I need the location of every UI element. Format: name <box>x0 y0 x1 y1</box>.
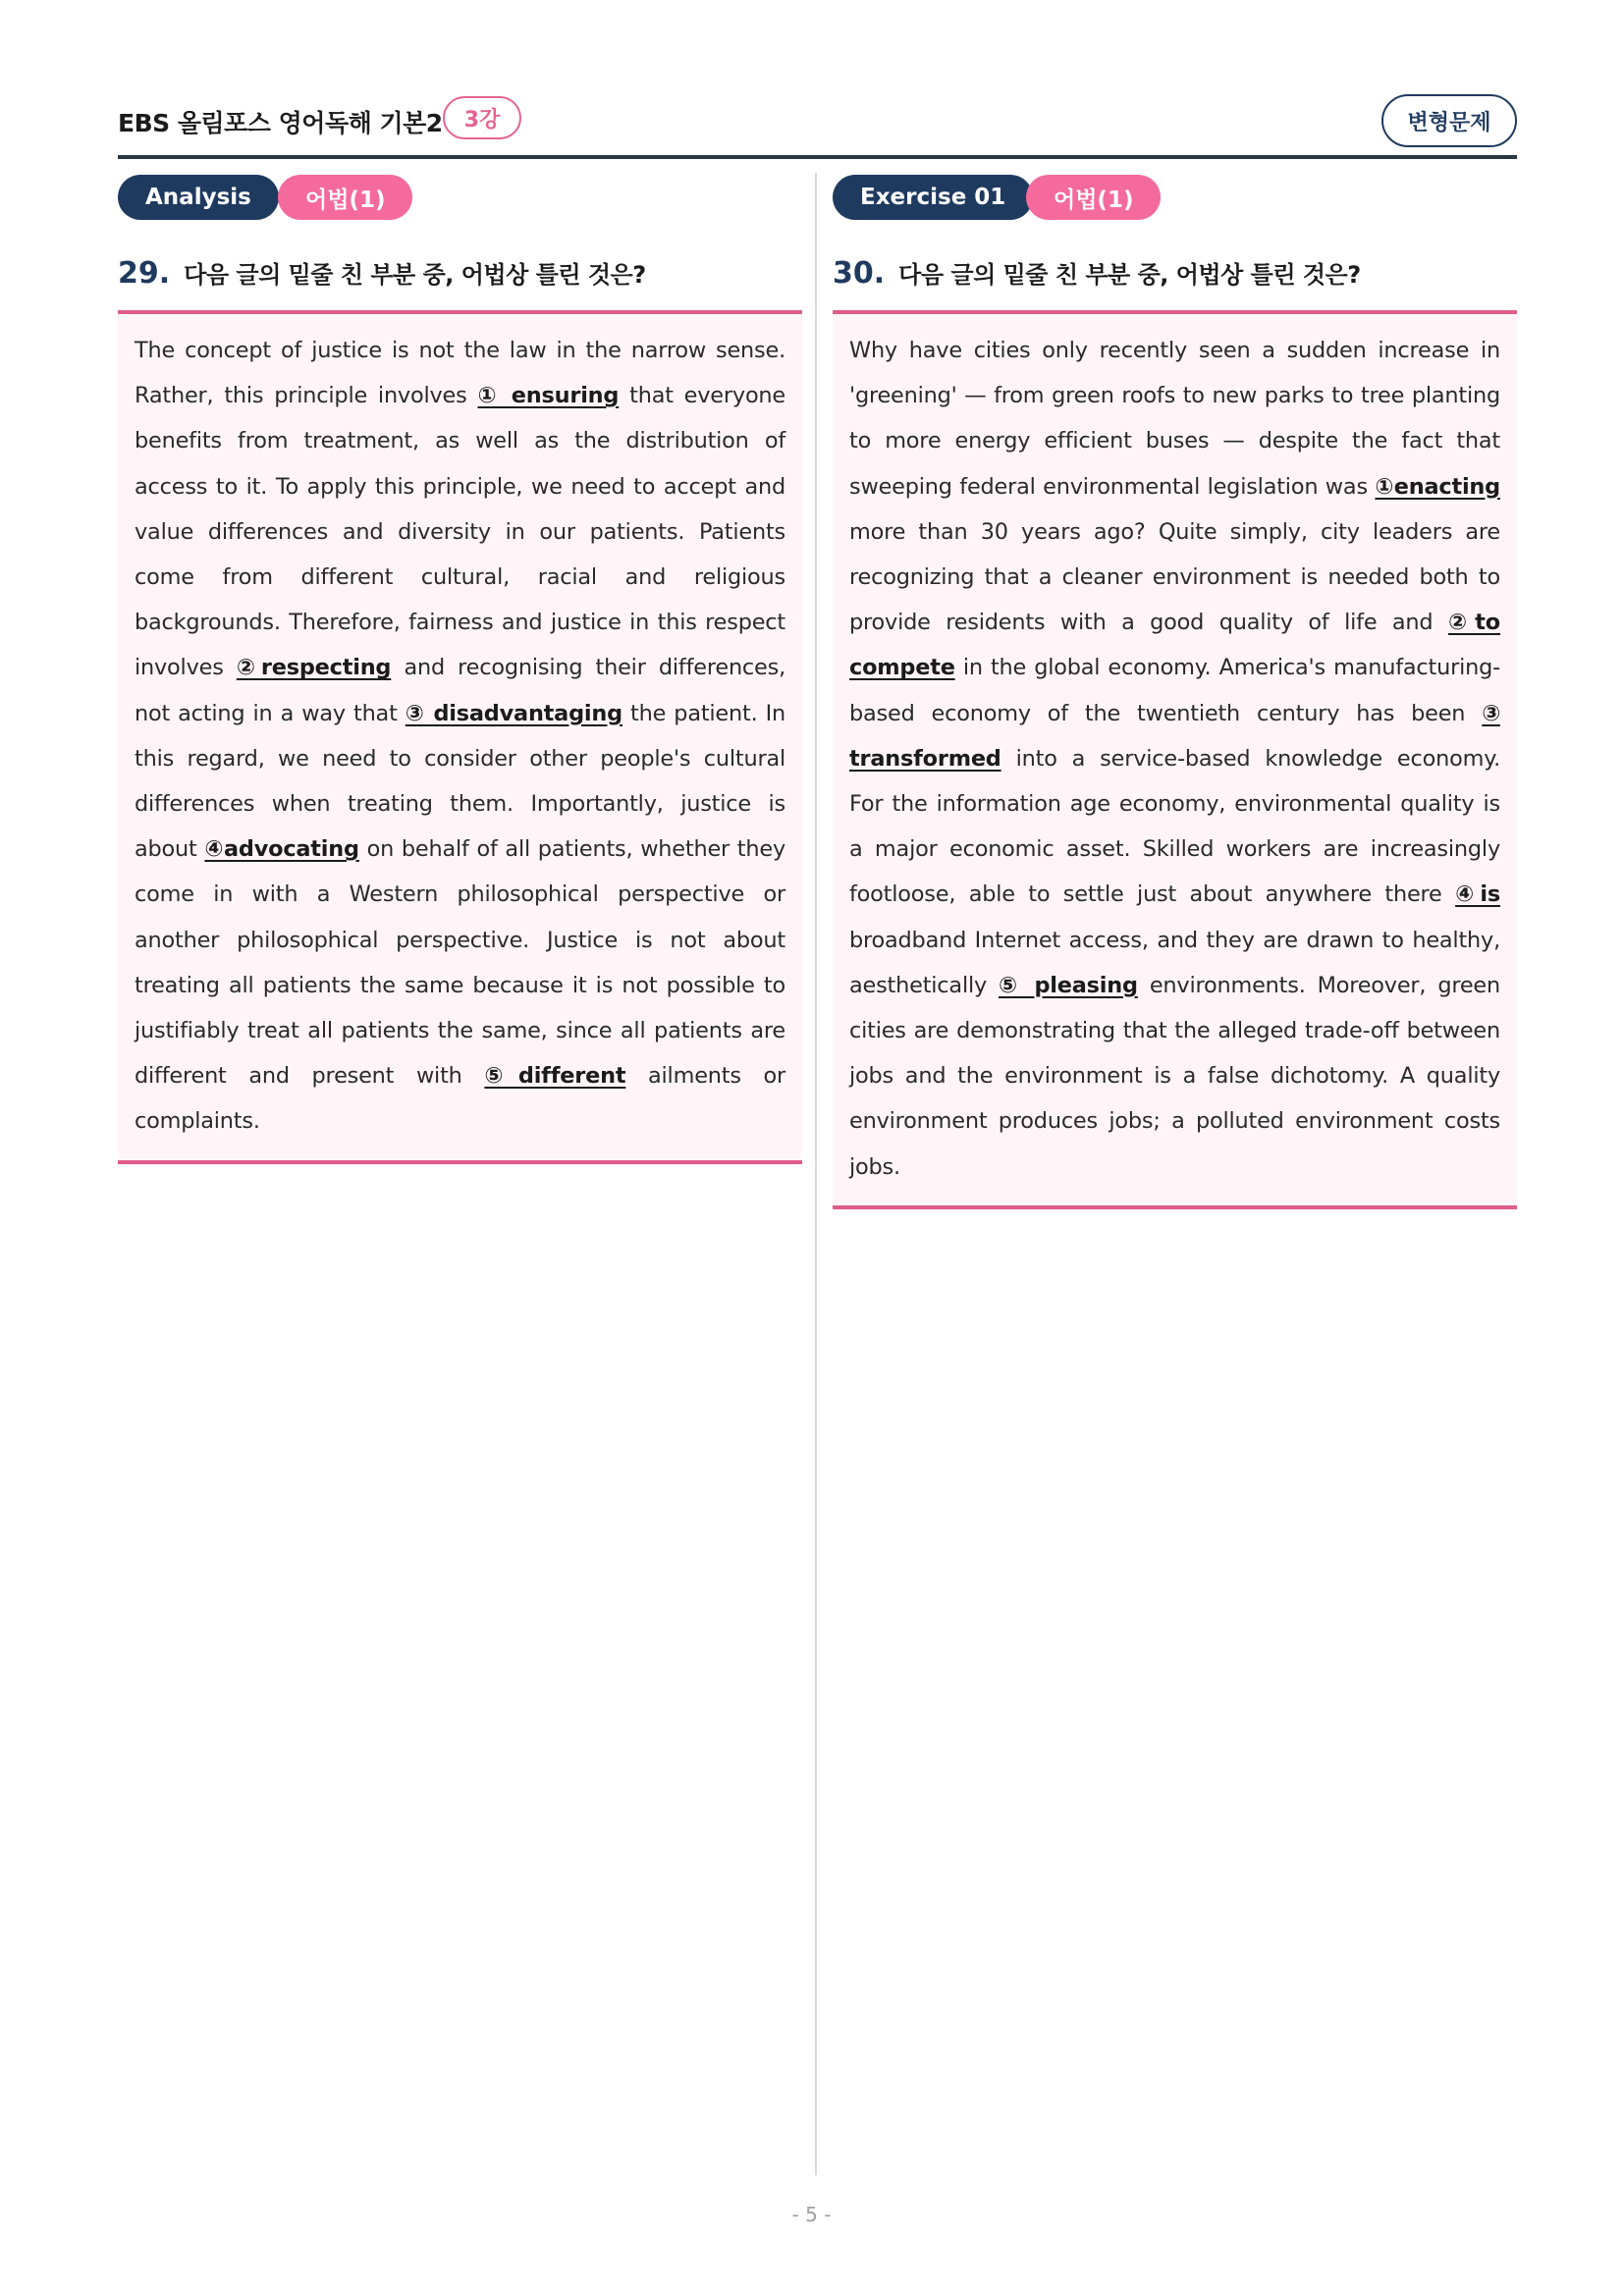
passage-text: Why have cities only recently seen a sudden increase in 'greening' — from green roofs to new parks to tree planting to more energy efficient buses — despite the fact that sweeping federal environmental legislation was ①enacting more than 30 years ago? Quite simply, city leaders are recognizing that a cleaner environment is needed both to provide residents with a good quality of life and ②to compete in the global economy. America's manufacturing-based economy of the twentieth century has been ③ transformed into a service-based knowledge economy. For the information age economy, environmental quality is a major economic asset. Skilled workers are increasingly footloose, able to settle just about anywhere there ④is broadband Internet access, and they are drawn to healthy, aesthetically ⑤ pleasing environments. Moreover, green cities are demonstrating that the alleged trade-off between jobs and the environment is a false dichotomy. A quality environment produces jobs; a polluted environment costs jobs. <box>849 338 1500 1180</box>
left-tag-row <box>118 175 802 222</box>
question-number: 30. <box>833 256 886 291</box>
passage-box <box>833 310 1517 1209</box>
passage-text: The concept of justice is not the law in the narrow sense. Rather, this principle involves ① ensuring that everyone benefits from treatment, as well as the distribution of access to it. To apply this principle, we need to accept and value differences and diversity in our patients. Patients come from different cultural, racial and religious backgrounds. Therefore, fairness and justice in this respect involves ②respecting and recognising their differences, not acting in a way that ③ disadvantaging the patient. In this regard, we need to consider other people's cultural differences when treating them. Importantly, justice is about ④advocating on behalf of all patients, whether they come in with a Western philosophical perspective or another philosophical perspective. Justice is not about treating all patients the same because it is not possible to justifiably treat all patients the same, since all patients are different and present with ⑤different ailments or complaints. <box>135 338 786 1135</box>
left-column <box>118 175 802 1164</box>
passage-box <box>118 310 802 1164</box>
lesson-badge: 3강 <box>443 96 521 139</box>
variant-problem-badge: 변형문제 <box>1381 94 1517 147</box>
underlined-choice-4: ④advocating <box>204 836 359 863</box>
question-prompt: 다음 글의 밑줄 친 부분 중, 어법상 틀린 것은? <box>898 261 1361 289</box>
underlined-choice-5: ⑤ pleasing <box>999 972 1138 998</box>
underlined-choice-1: ①enacting <box>1375 473 1500 500</box>
underlined-choice-3: ③ transformed <box>849 700 1500 772</box>
page-header <box>118 96 1517 153</box>
underlined-choice-4: ④is <box>1455 881 1500 908</box>
underlined-choice-2: ②to compete <box>849 610 1500 681</box>
header-divider <box>118 155 1517 159</box>
underlined-choice-1: ① ensuring <box>477 383 620 409</box>
question-30-header <box>833 255 1517 296</box>
underlined-choice-5: ⑤different <box>484 1063 626 1090</box>
book-title: EBS 올림포스 영어독해 기본2 <box>118 109 443 137</box>
grammar-tag: 어법(1) <box>278 175 412 220</box>
underlined-choice-3: ③ disadvantaging <box>405 700 622 726</box>
question-prompt: 다음 글의 밑줄 친 부분 중, 어법상 틀린 것은? <box>184 261 646 289</box>
exercise-tag: Exercise 01 <box>833 175 1033 220</box>
right-column <box>833 175 1517 1209</box>
page-number: - 5 - <box>791 2203 832 2226</box>
column-divider <box>815 173 817 2175</box>
question-29-header <box>118 255 802 296</box>
underlined-choice-2: ②respecting <box>236 655 392 681</box>
analysis-tag: Analysis <box>118 175 279 220</box>
grammar-tag: 어법(1) <box>1026 175 1161 220</box>
question-number: 29. <box>118 256 171 291</box>
right-tag-row <box>833 175 1517 222</box>
